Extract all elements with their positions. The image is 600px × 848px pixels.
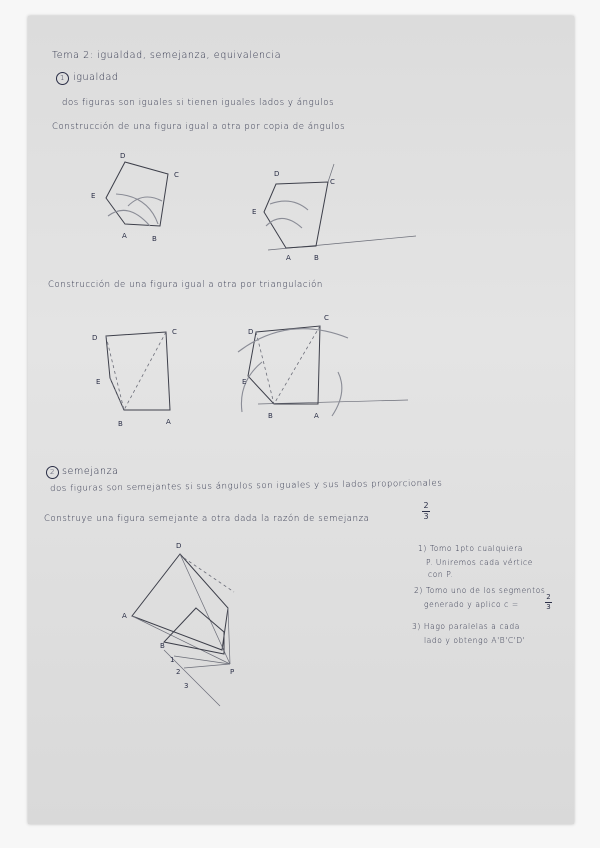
ratio-numerator: 2: [423, 501, 429, 510]
label-B: B: [152, 235, 157, 243]
construction-arc: [241, 362, 262, 412]
figure-similarity: [122, 542, 294, 726]
ray-to-P: [180, 554, 230, 664]
label-A: A: [122, 612, 127, 620]
notebook-page: [28, 16, 574, 824]
ratio-denominator: 3: [423, 512, 429, 521]
division-1: 1: [170, 656, 175, 664]
step-3-line-1: 3) Hago paralelas a cada: [412, 622, 520, 631]
section-2-heading: [46, 466, 119, 479]
base-line: [258, 400, 408, 404]
diagonal-dashed: [256, 332, 274, 404]
label-P: P: [230, 668, 235, 676]
label-B: B: [268, 412, 273, 420]
section-1-title: igualdad: [73, 72, 119, 83]
label-B: B: [314, 254, 319, 262]
pentagon-outline: [264, 182, 328, 248]
step-1-line-2: P. Uniremos cada vértice: [426, 558, 533, 567]
label-E: E: [91, 192, 96, 200]
label-C: C: [330, 178, 335, 186]
figure-copy-angles-copy: [248, 166, 418, 266]
step-1-line-3: con P.: [428, 570, 454, 579]
figure-triangulation-copy: [228, 312, 418, 432]
label-A: A: [314, 412, 319, 420]
construction-arc: [270, 201, 308, 210]
step-2-fraction-denominator: 3: [546, 603, 551, 611]
label-C: C: [172, 328, 177, 336]
label-D: D: [92, 334, 98, 342]
step-1-line-1: 1) Tomo 1pto cualquiera: [418, 544, 523, 553]
label-E: E: [252, 208, 257, 216]
step-2-line-2: generado y aplico c =: [424, 600, 519, 609]
step-3-line-2: lado y obtengo A'B'C'D': [424, 636, 526, 645]
division-3: 3: [184, 682, 189, 690]
pentagon-outline: [106, 162, 168, 226]
diagonal-dashed: [106, 336, 124, 410]
section-2-number: 2: [46, 466, 59, 479]
parallel-line: [184, 664, 230, 668]
construction-3-heading: Construye una figura semejante a otra dada la razón de semejanza: [44, 514, 370, 524]
construction-arc: [332, 372, 342, 416]
step-2-line-1: 2) Tomo uno de los segmentos: [414, 586, 546, 595]
construction-1-heading: Construcción de una figura igual a otra por copia de ángulos: [52, 122, 346, 132]
ray-to-P: [228, 608, 230, 664]
label-A: A: [286, 254, 291, 262]
section-1-number: 1: [56, 72, 69, 85]
construction-arc: [108, 210, 150, 226]
label-E: E: [242, 378, 247, 386]
label-E: E: [96, 378, 101, 386]
label-D: D: [274, 170, 280, 178]
label-B: B: [160, 642, 165, 650]
step-2-fraction: [545, 594, 552, 611]
figure-triangulation-original: [92, 322, 218, 432]
figure-copy-angles-original: [88, 146, 208, 256]
section-2-definition: dos figuras son semejantes si sus ángulos son iguales y sus lados proporcionales: [50, 478, 443, 494]
section-1-heading: [56, 72, 119, 85]
section-2-title: semejanza: [62, 466, 119, 477]
label-C: C: [324, 314, 329, 322]
pentagon-outline: [106, 332, 170, 410]
page-title: Tema 2: igualdad, semejanza, equivalencia: [52, 50, 282, 61]
step-2-fraction-numerator: 2: [546, 593, 551, 601]
label-A: A: [122, 232, 127, 240]
quadrilateral-outline: [132, 554, 228, 650]
diagonal-dashed: [124, 332, 166, 410]
label-D: D: [248, 328, 254, 336]
construction-2-heading: Construcción de una figura igual a otra por triangulación: [48, 280, 323, 290]
division-2: 2: [176, 668, 181, 676]
label-D: D: [120, 152, 126, 160]
label-C: C: [174, 171, 179, 179]
label-D: D: [176, 542, 182, 550]
section-1-definition: dos figuras son iguales si tienen iguales lados y ángulos: [62, 98, 335, 108]
diagonal-dashed: [274, 326, 320, 404]
ratio-fraction: [422, 502, 430, 521]
label-A: A: [166, 418, 171, 426]
label-B: B: [118, 420, 123, 428]
